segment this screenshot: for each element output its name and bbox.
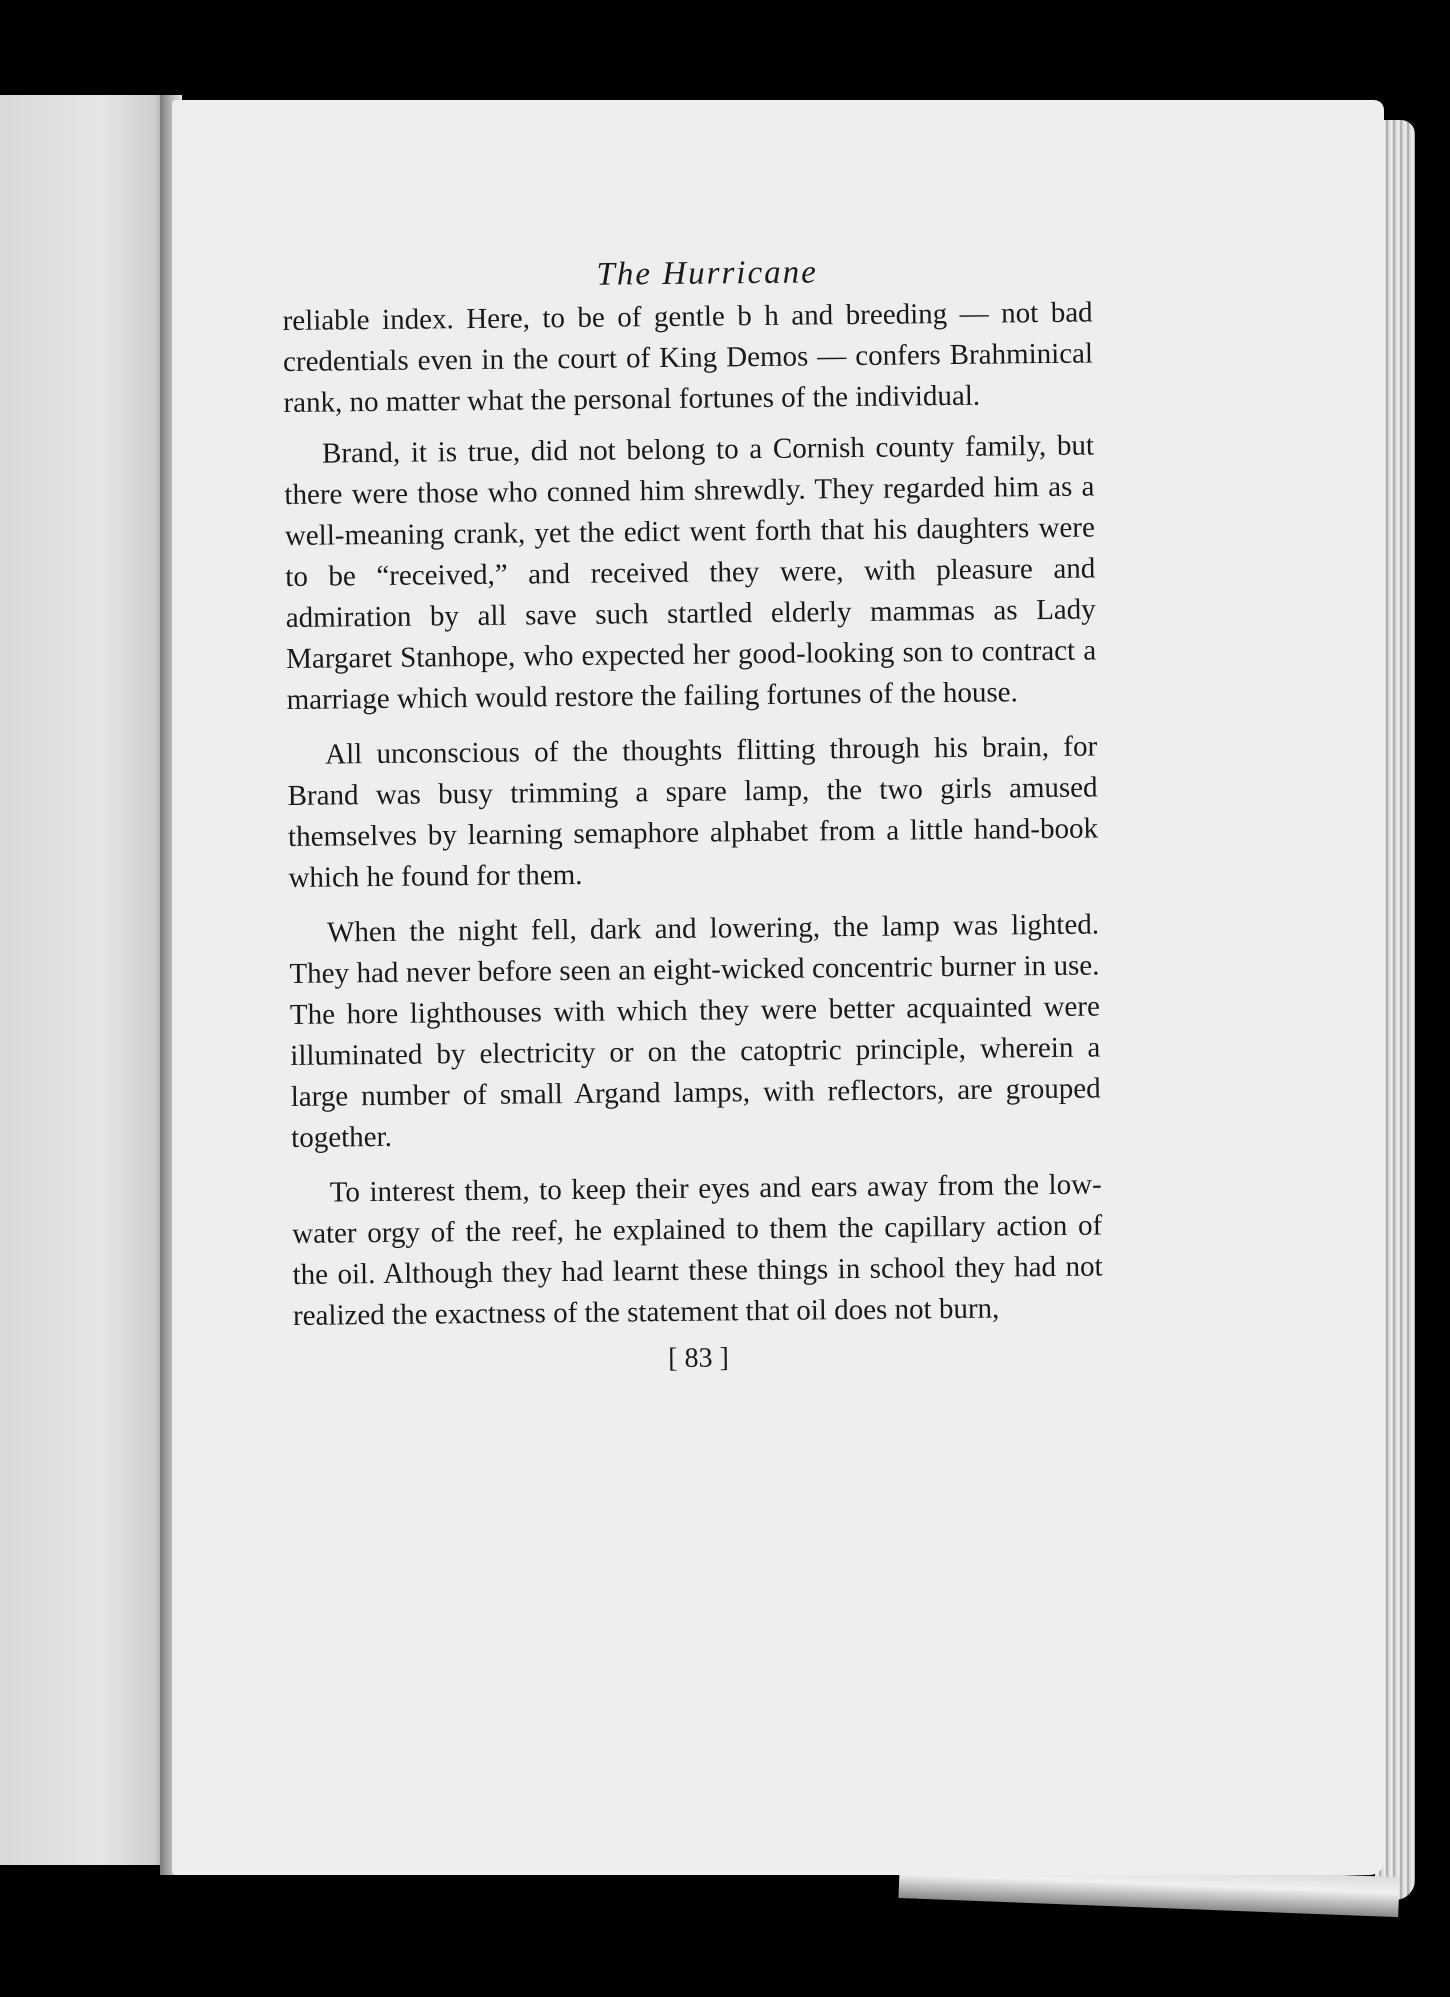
paragraph-4: When the night fell, dark and lowering, the lamp was lighted. They had never before seen an eight-wicked concentric burner in use. The hore lighthouses with which they were better acquainted were illuminated by electricity or on the catoptric principle, wherein a large number of small Argand lamps, with reflectors, are grouped together. — [289, 908, 1101, 1154]
paragraph-2: Brand, it is true, did not belong to a Cornish county family, but there were those who conned him shrewdly. They regarded him as a well-meaning crank, yet the edict went forth that his daughters were to be “received,” and received they were, with pleasure and admiration by all save such startled elderly mammas as Lady Margaret Stanhope, who expected her good-looking son to contract a marriage which would restore the failing fortunes of the house. — [284, 429, 1097, 716]
page-number: [ 83 ] — [668, 1342, 730, 1375]
page-text — [282, 252, 1104, 1379]
facing-page-edge — [0, 95, 168, 1865]
running-head: The Hurricane — [596, 254, 818, 293]
paragraph-3: All unconscious of the thoughts flitting through his brain, for Brand was busy trimming a spare lamp, the two girls amused themselves by learning semaphore alphabet from a little hand-book which he found for them. — [287, 730, 1099, 894]
paragraph-1: reliable index. Here, to be of gentle b h and breeding — not bad credentials even in the court of King Demos — confers Brahminical rank, no matter what the personal fortunes of the individual. — [282, 296, 1094, 419]
paragraph-5: To interest them, to keep their eyes and ears away from the low-water orgy of the reef, he explained to them the capillary action of the oil. Although they had learnt these things in school they had not realized the exactness of the statement that oil does not burn, — [292, 1168, 1103, 1332]
